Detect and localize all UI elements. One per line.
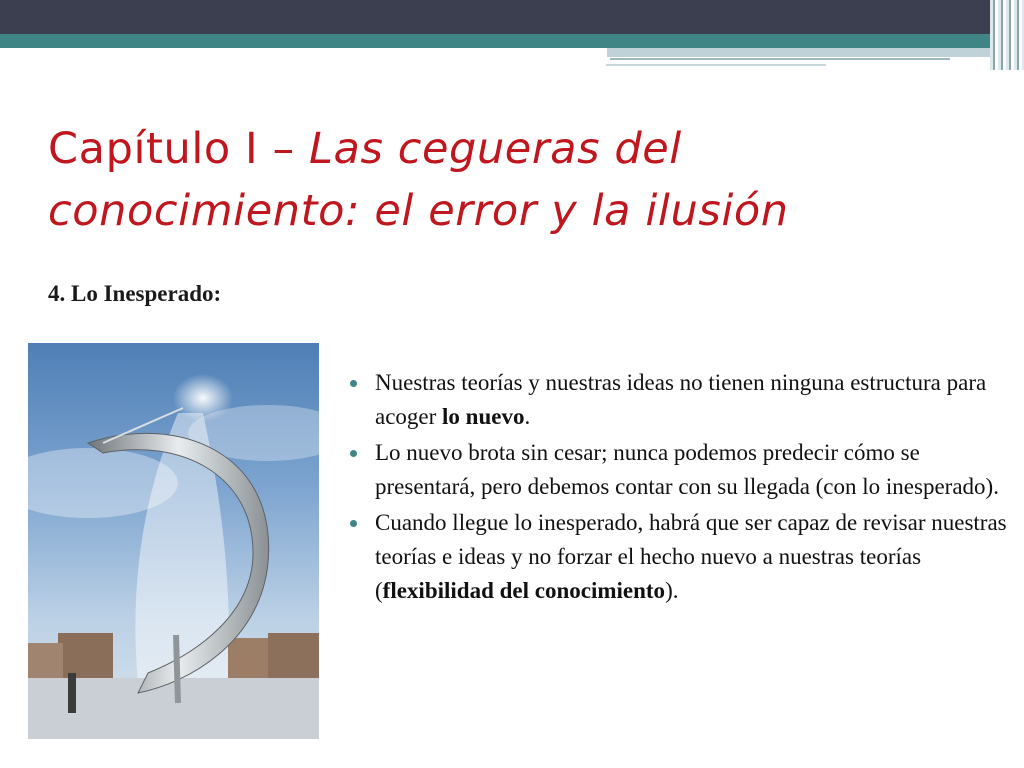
bullet-item: Lo nuevo brota sin cesar; nunca podemos predecir cómo se presentará, pero debemos contar con su llegada (con lo inesperado).: [348, 436, 1012, 504]
bullet-item: Cuando llegue lo inesperado, habrá que ser capaz de revisar nuestras teorías e ideas y no forzar el hecho nuevo a nuestras teorías (flexibilidad del conocimiento).: [348, 506, 1012, 608]
bullet-item: Nuestras teorías y nuestras ideas no tienen ninguna estructura para acoger lo nuevo.: [348, 366, 1012, 434]
header-thin-line-2: [606, 64, 826, 66]
section-subtitle: 4. Lo Inesperado:: [48, 281, 222, 306]
header-bar: [0, 0, 1024, 34]
header-light-band: [607, 48, 1024, 57]
header-accent-band: [0, 34, 1024, 48]
bullet-dot-icon: [350, 450, 357, 457]
title-emphasis: Las cegueras del conocimiento: el error y la ilusión: [48, 124, 789, 236]
slide-title: [48, 118, 988, 242]
fountain-sculpture-photo: [28, 343, 319, 739]
header-thin-line: [610, 58, 950, 60]
bullet-dot-icon: [350, 520, 357, 527]
header-corner-stripes: [990, 0, 1024, 70]
title-prefix: Capítulo I –: [48, 124, 309, 174]
bullet-dot-icon: [350, 380, 357, 387]
bullet-list: [348, 366, 1012, 610]
